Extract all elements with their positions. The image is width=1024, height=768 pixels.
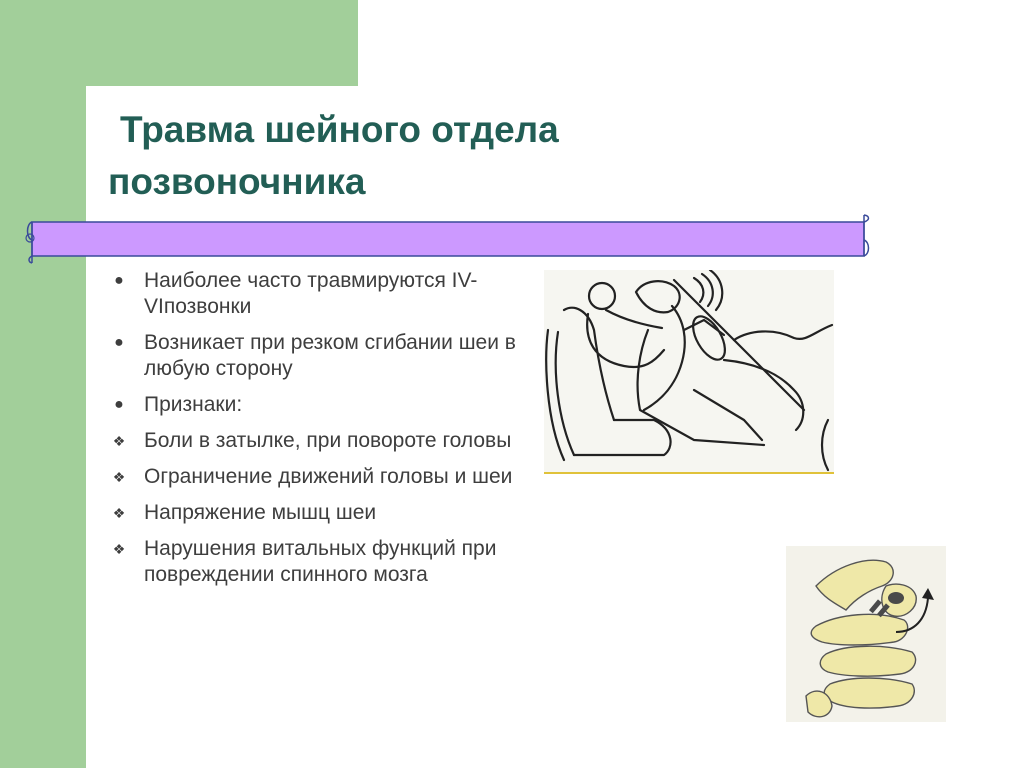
bullet-item: [102, 464, 522, 490]
bullet-diamond-icon: ❖: [112, 433, 126, 449]
bullet-text: Возникает при резком сгибании шеи в любую сторону: [144, 331, 516, 380]
car-crash-icon: [544, 270, 834, 472]
bullet-diamond-icon: ❖: [112, 469, 126, 485]
bullet-list: [102, 268, 522, 598]
bullet-item: [102, 392, 522, 418]
bullet-text: Наиболее часто травмируются IV-VIпозвонки: [144, 269, 478, 318]
bullet-item: [102, 330, 522, 382]
bullet-diamond-icon: ❖: [112, 505, 126, 521]
bullet-text: Боли в затылке, при повороте головы: [144, 429, 512, 452]
bullet-dot-icon: ●: [114, 272, 124, 289]
bullet-item: [102, 268, 522, 320]
bullet-text: Ограничение движений головы и шеи: [144, 465, 513, 488]
bullet-text: Нарушения витальных функций при повреждении спинного мозга: [144, 537, 497, 586]
bullet-item: [102, 500, 522, 526]
cervical-spine-illustration: [786, 546, 946, 722]
spine-icon: [786, 546, 946, 722]
green-panel-left: [0, 0, 86, 768]
bullet-text: Напряжение мышц шеи: [144, 501, 377, 524]
car-crash-illustration: [544, 270, 834, 474]
scroll-banner: [24, 212, 872, 266]
bullet-dot-icon: ●: [114, 396, 124, 413]
bullet-text: Признаки:: [144, 393, 243, 416]
bullet-diamond-icon: ❖: [112, 541, 126, 557]
title-line-2: позвоночника: [108, 161, 366, 202]
slide-title: [108, 104, 868, 208]
bullet-item: [102, 428, 522, 454]
title-line-1: Травма шейного отдела: [120, 109, 559, 150]
bullet-dot-icon: ●: [114, 334, 124, 351]
bullet-item: [102, 536, 522, 588]
